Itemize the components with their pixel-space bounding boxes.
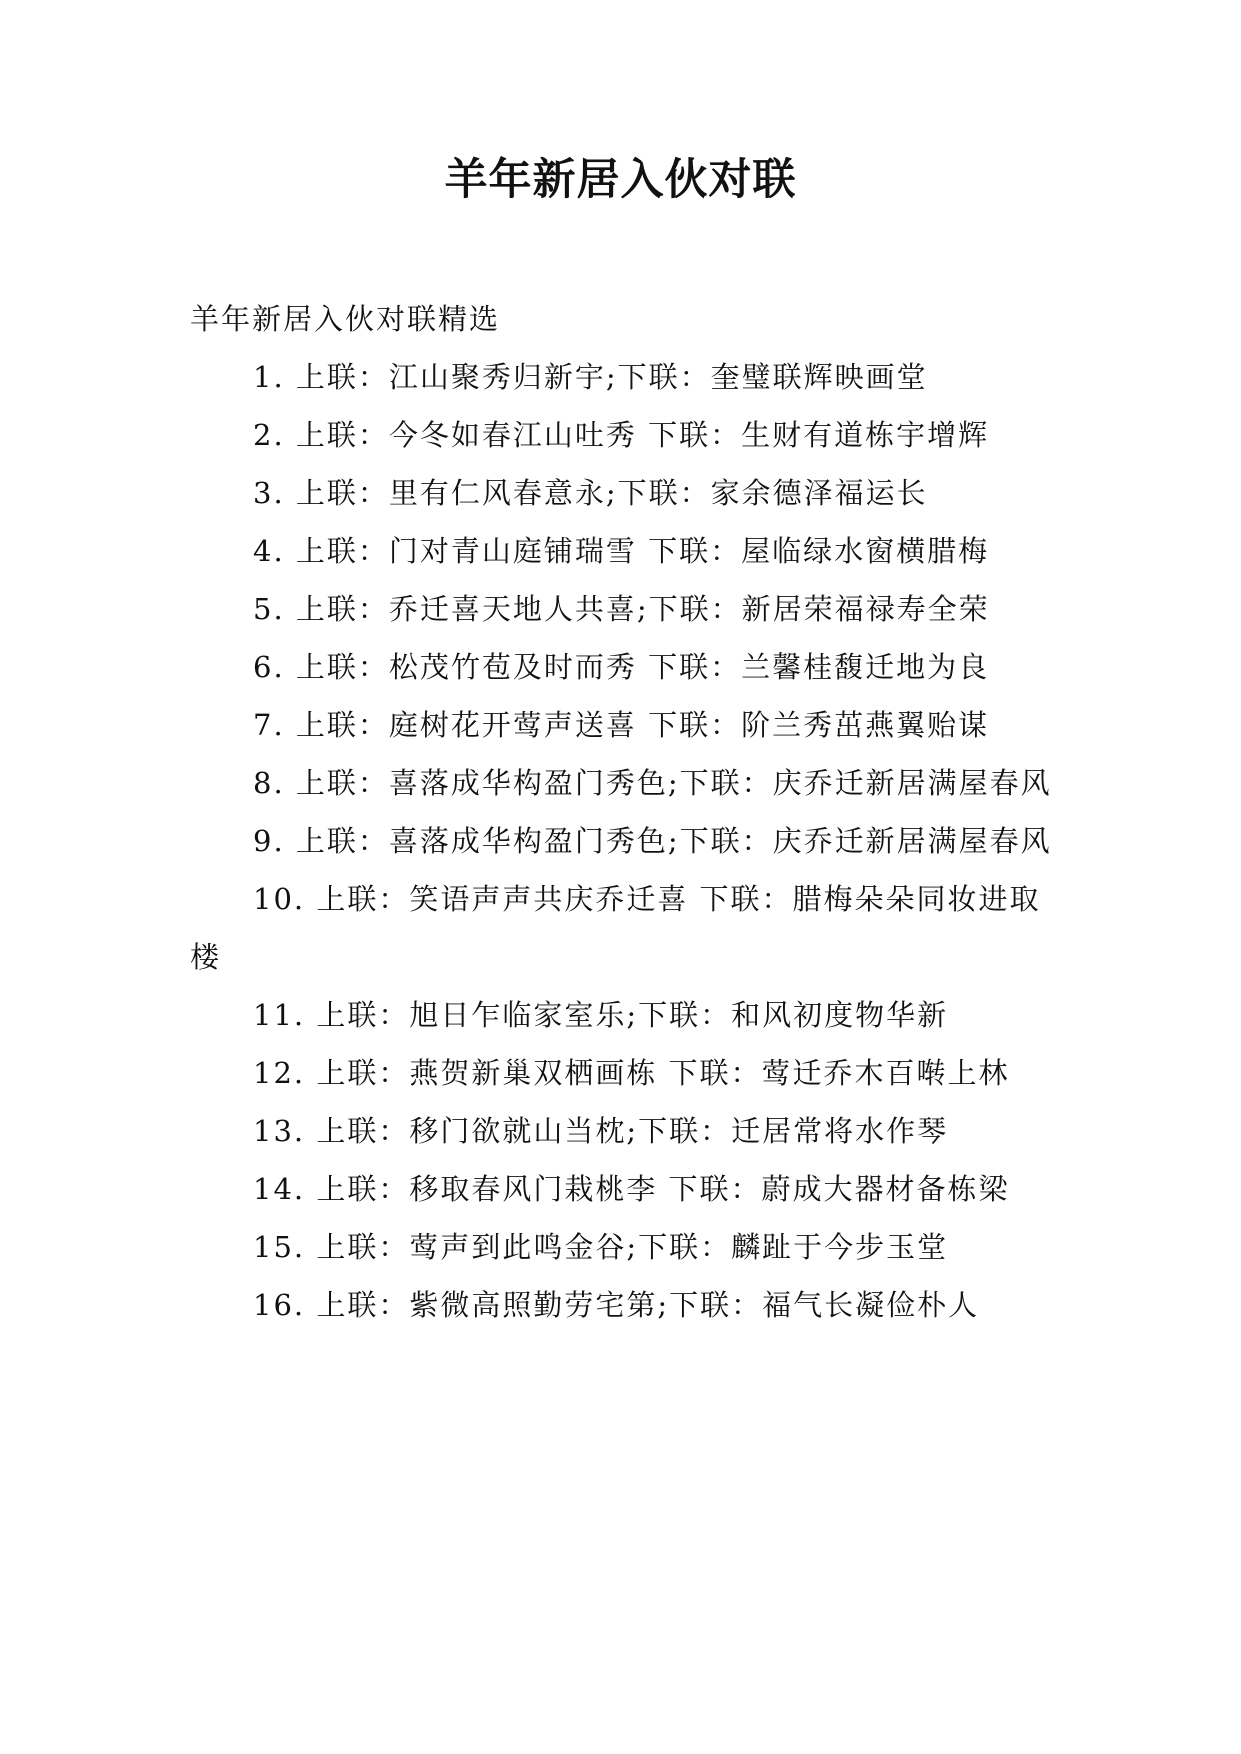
couplet-item: 8. 上联：喜落成华构盈门秀色;下联：庆乔迁新居满屋春风 bbox=[253, 766, 1052, 800]
couplet-item: 1. 上联：江山聚秀归新宇;下联：奎璧联辉映画堂 bbox=[253, 360, 928, 394]
couplet-item: 13. 上联：移门欲就山当枕;下联：迁居常将水作琴 bbox=[253, 1114, 949, 1148]
couplet-item: 10. 上联：笑语声声共庆乔迁喜 下联：腊梅朵朵同妆进取楼 bbox=[190, 882, 1041, 974]
couplet-item: 14. 上联：移取春风门栽桃李 下联：蔚成大器材备栋梁 bbox=[253, 1172, 1010, 1206]
couplet-item: 12. 上联：燕贺新巢双栖画栋 下联：莺迁乔木百啭上林 bbox=[253, 1056, 1010, 1090]
couplet-item: 7. 上联：庭树花开莺声送喜 下联：阶兰秀茁燕翼贻谋 bbox=[253, 708, 990, 742]
couplet-item: 5. 上联：乔迁喜天地人共喜;下联：新居荣福禄寿全荣 bbox=[253, 592, 990, 626]
couplet-item: 16. 上联：紫微高照勤劳宅第;下联：福气长凝俭朴人 bbox=[253, 1288, 980, 1322]
couplet-item: 2. 上联：今冬如春江山吐秀 下联：生财有道栋宇增辉 bbox=[253, 418, 990, 452]
couplet-item: 4. 上联：门对青山庭铺瑞雪 下联：屋临绿水窗横腊梅 bbox=[253, 534, 990, 568]
couplet-list bbox=[190, 348, 1055, 1334]
document-subtitle: 羊年新居入伙对联精选 bbox=[190, 302, 501, 336]
document-body bbox=[190, 290, 1055, 1334]
couplet-item: 6. 上联：松茂竹苞及时而秀 下联：兰馨桂馥迁地为良 bbox=[253, 650, 990, 684]
couplet-item: 3. 上联：里有仁风春意永;下联：家余德泽福运长 bbox=[253, 476, 928, 510]
couplet-item: 9. 上联：喜落成华构盈门秀色;下联：庆乔迁新居满屋春风 bbox=[253, 824, 1052, 858]
document-title: 羊年新居入伙对联 bbox=[444, 155, 797, 205]
couplet-item: 11. 上联：旭日乍临家室乐;下联：和风初度物华新 bbox=[253, 998, 949, 1032]
couplet-item: 15. 上联：莺声到此鸣金谷;下联：麟趾于今步玉堂 bbox=[253, 1230, 949, 1264]
